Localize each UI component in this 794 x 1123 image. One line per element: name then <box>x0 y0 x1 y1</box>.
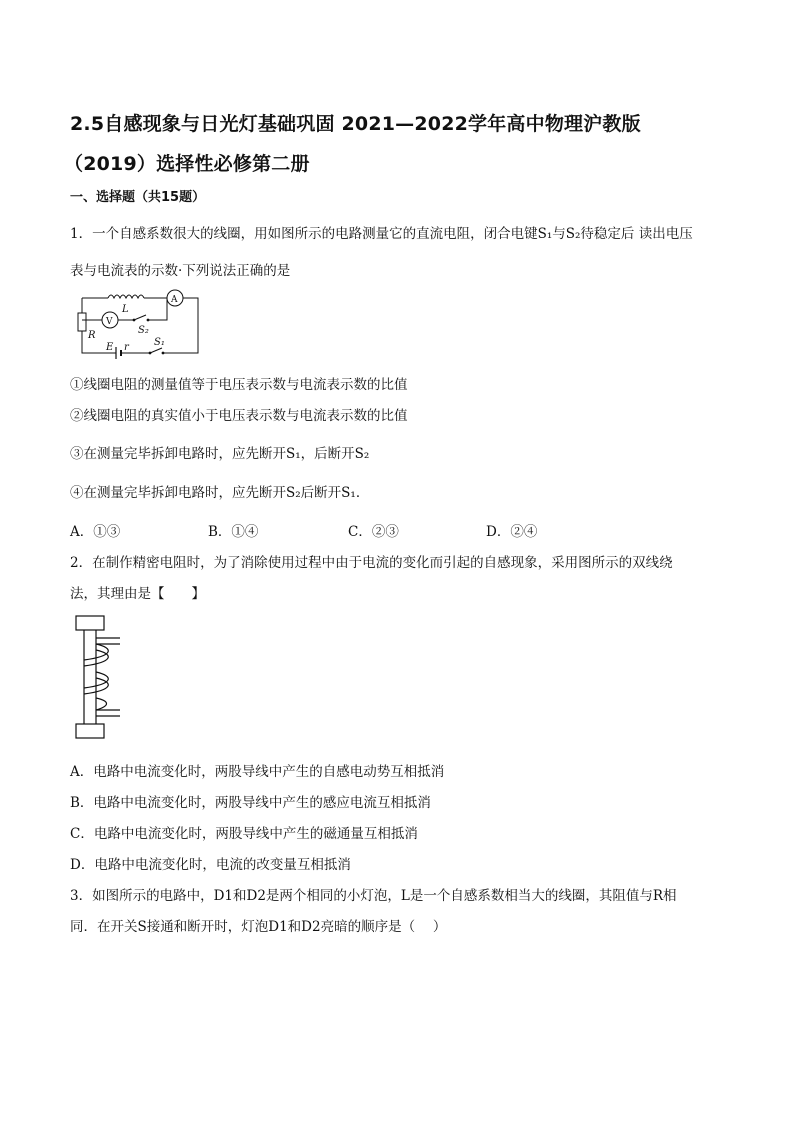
label-S1: S₁ <box>154 337 165 348</box>
label-A: A <box>171 295 178 305</box>
label-S2: S₂ <box>138 325 149 336</box>
title-line-1: 2.5自感现象与日光灯基础巩固 2021—2022学年高中物理沪教版 <box>70 113 641 135</box>
q1-statement-3: ③在测量完毕拆卸电路时，应先断开S₁，后断开S₂ <box>70 446 370 462</box>
q2-option-c[interactable]: C．电路中电流变化时，两股导线中产生的磁通量互相抵消 <box>70 826 418 842</box>
label-r: r <box>124 342 129 353</box>
section-heading: 一、选择题（共15题） <box>70 190 206 205</box>
q1-statement-4: ④在测量完毕拆卸电路时，应先断开S₂后断开S₁． <box>70 485 370 501</box>
q1-statement-2: ②线圈电阻的真实值小于电压表示数与电流表示数的比值 <box>70 408 408 424</box>
q3-stem-line-2: 同．在开关S接通和断开时，灯泡D1和D2亮暗的顺序是（ ） <box>70 919 447 935</box>
q1-option-d[interactable]: D．②④ <box>486 524 538 540</box>
q1-circuit-figure <box>74 287 210 359</box>
title-line-2: （2019）选择性必修第二册 <box>64 153 310 175</box>
q1-statement-1: ①线圈电阻的测量值等于电压表示数与电流表示数的比值 <box>70 377 408 393</box>
label-V: V <box>106 317 113 327</box>
q1-option-c[interactable]: C．②③ <box>348 524 399 540</box>
q3-stem-line-1: 3．如图所示的电路中，D1和D2是两个相同的小灯泡，L是一个自感系数相当大的线圈，其阻值与R相 <box>70 888 677 904</box>
q1-stem-line-2: 表与电流表的示数·下列说法正确的是 <box>70 263 291 279</box>
label-R: R <box>88 330 96 341</box>
q2-option-b[interactable]: B．电路中电流变化时，两股导线中产生的感应电流互相抵消 <box>70 795 431 811</box>
label-L: L <box>122 304 129 315</box>
q2-option-d[interactable]: D．电路中电流变化时，电流的改变量互相抵消 <box>70 857 351 873</box>
q2-bifilar-coil-figure <box>74 614 128 742</box>
q1-option-b[interactable]: B．①④ <box>208 524 259 540</box>
q1-stem-line-1: 1．一个自感系数很大的线圈，用如图所示的电路测量它的直流电阻，闭合电键S₁与S₂待稳定后 读出电压 <box>70 226 693 242</box>
q2-option-a[interactable]: A．电路中电流变化时，两股导线中产生的自感电动势互相抵消 <box>70 764 445 780</box>
q2-stem-line-2: 法，其理由是【 】 <box>70 586 205 602</box>
document-title <box>64 104 730 184</box>
q2-stem-line-1: 2．在制作精密电阻时，为了消除使用过程中由于电流的变化而引起的自感现象，采用图所示的双线绕 <box>70 555 673 571</box>
label-E: E <box>106 342 114 353</box>
q1-option-a[interactable]: A．①③ <box>70 524 121 540</box>
